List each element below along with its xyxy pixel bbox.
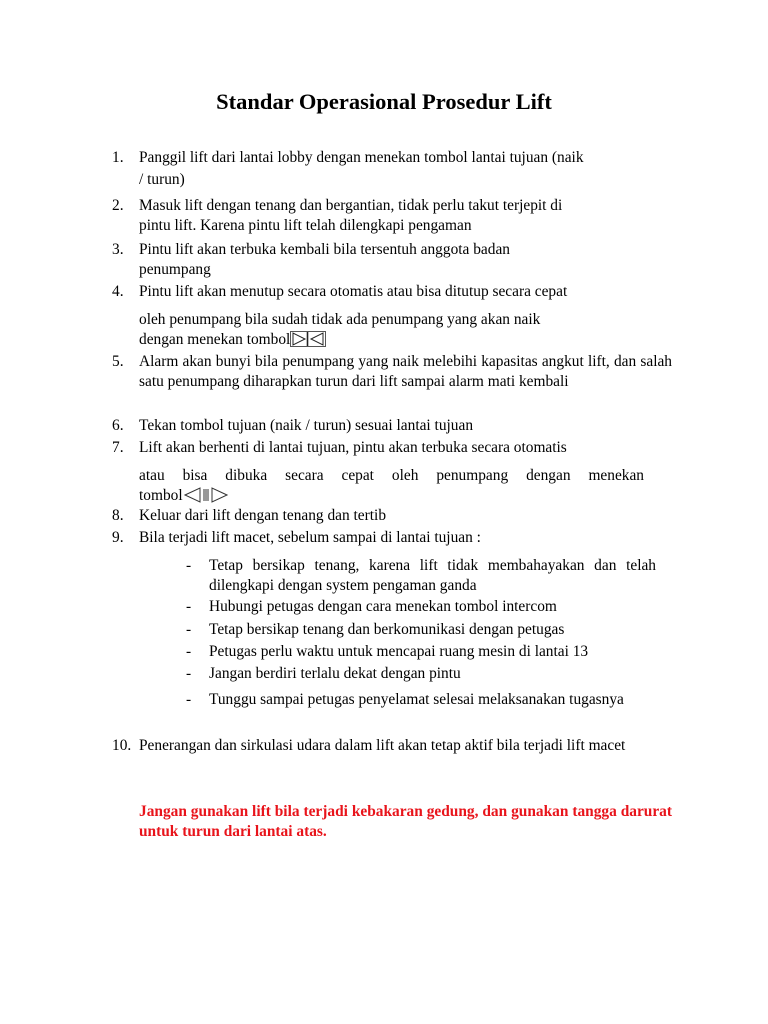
step-text-line: Keluar dari lift dengan tenang dan tertib (139, 507, 387, 524)
bullet-text: Tetap bersikap tenang, karena lift tidak membahayakan dan telah dilengkapi dengan system pengaman ganda (209, 557, 656, 594)
step-5 (112, 352, 672, 392)
macet-bullet (186, 620, 656, 640)
macet-bullet (186, 690, 656, 710)
step-number: 5. (112, 353, 124, 370)
bullet-dash: - (186, 643, 192, 660)
bullet-dash: - (186, 621, 192, 638)
step-number: 9. (112, 529, 124, 546)
step-text-line: Pintu lift akan terbuka kembali bila tersentuh anggota badan (139, 241, 510, 258)
step-text: Alarm akan bunyi bila penumpang yang naik melebihi kapasitas angkut lift, dan salah satu penumpang diharapkan turun dari lift sampai alarm mati kembali (139, 353, 672, 390)
bullet-text: Jangan berdiri terlalu dekat dengan pintu (209, 665, 461, 682)
step-text-line: Lift akan berhenti di lantai tujuan, pintu akan terbuka secara otomatis (139, 439, 567, 456)
macet-bullet (186, 664, 656, 684)
step-text-line: Masuk lift dengan tenang dan bergantian, tidak perlu takut terjepit di (139, 197, 563, 214)
bullet-dash: - (186, 598, 192, 615)
step-6 (112, 416, 672, 436)
step-10 (112, 736, 672, 756)
fire-warning: Jangan gunakan lift bila terjadi kebakaran gedung, dan gunakan tangga darurat untuk turun dari lantai atas. (139, 803, 672, 840)
macet-bullet (186, 556, 656, 596)
bullet-dash: - (186, 691, 192, 708)
step-number: 3. (112, 241, 124, 258)
step-1 (112, 148, 672, 190)
step-text: Penerangan dan sirkulasi udara dalam lift akan tetap aktif bila terjadi lift macet (139, 737, 626, 754)
bullet-text: Tunggu sampai petugas penyelamat selesai melaksanakan tugasnya (209, 691, 624, 708)
step-text-line: dengan menekan tombol (139, 331, 291, 348)
macet-bullet (186, 642, 656, 662)
macet-bullet (186, 597, 656, 617)
step-number: 2. (112, 197, 124, 214)
step-number: 1. (112, 149, 124, 166)
step-4 (112, 282, 672, 353)
bullet-dash: - (186, 665, 192, 682)
step-9 (112, 528, 672, 548)
step-number: 4. (112, 283, 124, 300)
step-text-line: pintu lift. Karena pintu lift telah dilengkapi pengaman (139, 217, 472, 234)
bullet-text: Tetap bersikap tenang dan berkomunikasi dengan petugas (209, 621, 565, 638)
close-door-button-icon (290, 331, 326, 353)
step-text-line: / turun) (139, 171, 185, 188)
bullet-text: Hubungi petugas dengan cara menekan tombol intercom (209, 598, 557, 615)
step-text-line: penumpang (139, 261, 211, 278)
step-number: 10. (112, 737, 132, 754)
step-number: 6. (112, 417, 124, 434)
step-text-line: oleh penumpang bila sudah tidak ada penumpang yang akan naik (139, 311, 541, 328)
step-2 (112, 196, 672, 236)
bullet-dash: - (186, 557, 192, 574)
step-text-line: Pintu lift akan menutup secara otomatis atau bisa ditutup secara cepat (139, 283, 568, 300)
bullet-text: Petugas perlu waktu untuk mencapai ruang mesin di lantai 13 (209, 643, 589, 660)
step-text-line: Bila terjadi lift macet, sebelum sampai di lantai tujuan : (139, 529, 481, 546)
step-7 (112, 438, 672, 509)
step-text-line: Tekan tombol tujuan (naik / turun) sesuai lantai tujuan (139, 417, 474, 434)
step-text-line: tombol (139, 487, 183, 504)
step-text-line: atau bisa dibuka secara cepat oleh penumpang dengan menekan (139, 467, 644, 484)
step-number: 7. (112, 439, 124, 456)
step-number: 8. (112, 507, 124, 524)
page-title: Standar Operasional Prosedur Lift (216, 89, 552, 114)
step-text-line: Panggil lift dari lantai lobby dengan menekan tombol lantai tujuan (naik (139, 149, 584, 166)
step-3 (112, 240, 672, 280)
step-8 (112, 506, 672, 526)
